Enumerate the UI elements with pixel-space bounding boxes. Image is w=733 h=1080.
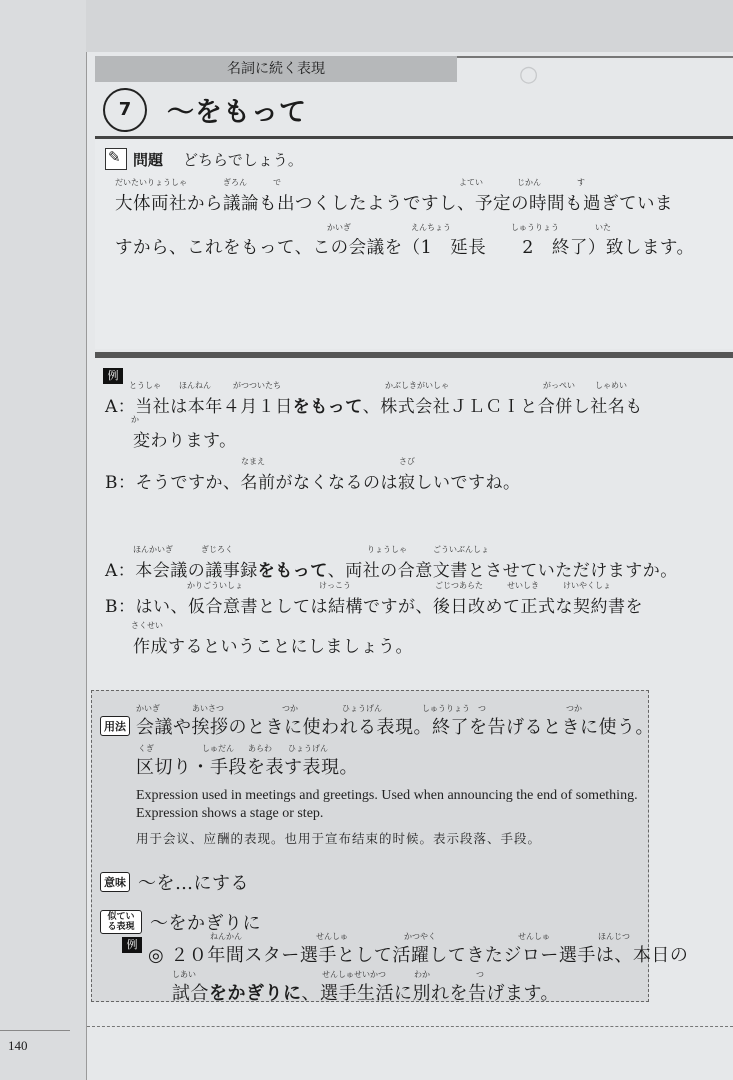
similar-example-line1: ◎ ２０年間スター選手として活躍してきたジロー選手は、本日の — [148, 945, 689, 966]
dialogue-text: A：本会議の議事録 — [105, 561, 258, 581]
bleed-through-text: ○ — [519, 62, 539, 87]
dialogue-b1: B：そうですか、名前がなくなるのは寂しいですね。 — [105, 473, 521, 493]
ruby: けいやくしょ — [563, 581, 611, 590]
similar-text: ～をかぎりに — [150, 913, 261, 934]
pencil-icon — [105, 148, 127, 170]
dialogue-a1-cont: 変わります。 — [133, 431, 237, 451]
ruby: ねんかん — [210, 932, 242, 941]
page-number-rule — [0, 1030, 70, 1031]
left-margin — [0, 0, 86, 1080]
ruby: か — [131, 415, 139, 424]
ruby: ごういぶんしょ — [433, 545, 489, 554]
ruby: かりごういしょ — [187, 581, 243, 590]
example-icon: 例 — [103, 368, 123, 384]
ruby: かいぎ — [327, 223, 351, 232]
ruby: いた — [595, 223, 611, 232]
section-number: 7 — [103, 88, 147, 132]
example-text: 試合 — [172, 983, 209, 1004]
question-prompt: どちらでしょう。 — [183, 150, 303, 169]
ruby: かぶしきがいしゃ — [385, 381, 449, 390]
grammar-highlight: をかぎりに — [209, 983, 302, 1004]
dialogue-text: 、株式会社ＪＬＣＩと合併し社名も — [362, 397, 643, 417]
book-page — [86, 52, 733, 1080]
ruby: さび — [399, 457, 415, 466]
ruby: ひょうげん — [342, 704, 382, 713]
ruby: ぎじろく — [201, 545, 233, 554]
similar-example-line2 — [172, 979, 559, 1005]
ruby: しゃめい — [595, 381, 627, 390]
dialogue-a2 — [105, 556, 678, 581]
dialogue-text: A：当社は本年４月１日 — [105, 397, 293, 417]
ruby: なまえ — [241, 457, 265, 466]
usage-english: Expression used in meetings and greetings. Used when announcing the end of something. Expression shows a stage or step. — [136, 788, 638, 821]
meaning-text: ～を…にする — [138, 873, 249, 894]
question-header — [105, 148, 303, 170]
example-text: 、選手生活に別れを告げます。 — [301, 983, 560, 1004]
category-label: 名詞に続く表現 — [95, 56, 457, 82]
ruby: がっぺい — [543, 381, 575, 390]
ruby: わか — [414, 970, 430, 979]
ruby: じかん — [517, 178, 541, 187]
ruby: ほんねん — [179, 381, 211, 390]
ruby: せんしゅ — [316, 932, 348, 941]
ruby: ほんかいぎ — [133, 545, 173, 554]
ruby: えんちょう — [411, 223, 451, 232]
ruby: ぎろん — [223, 178, 247, 187]
page-number: 140 — [8, 1038, 28, 1053]
ruby: せんしゅせいかつ — [322, 970, 386, 979]
usage-tag-label: 用法 — [100, 716, 130, 736]
usage-chinese: 用于会议、应酬的表现。也用于宣布结束的时候。表示段落、手段。 — [136, 831, 542, 846]
title-row — [95, 84, 733, 136]
ruby: しあい — [172, 970, 196, 979]
ruby: よてい — [459, 178, 483, 187]
question-text-line2: すから、これをもって、この会議を（1 延長 2 終了）致します。 — [115, 238, 695, 258]
ruby: あいさつ — [192, 704, 224, 713]
ruby: しゅだん — [202, 744, 234, 753]
usage-box — [91, 690, 689, 1004]
ruby: だいたいりょうしゃ — [115, 178, 187, 187]
ruby: あらわ — [248, 744, 272, 753]
dialogue-b2: B：はい、仮合意書としては結構ですが、後日改めて正式な契約書を — [105, 597, 643, 617]
ruby: がつついたち — [233, 381, 281, 390]
question-text-line1: 大体両社から議論も出つくしたようですし、予定の時間も過ぎていま — [115, 194, 673, 214]
ruby: さくせい — [131, 621, 163, 630]
ruby: しゅうりょう — [511, 223, 559, 232]
ruby: つ — [478, 704, 486, 713]
ruby: す — [577, 178, 585, 187]
ruby: かいぎ — [136, 704, 160, 713]
ruby: りょうしゃ — [367, 545, 407, 554]
ruby: ひょうげん — [288, 744, 328, 753]
ruby: せいしき — [507, 581, 539, 590]
usage-jp-line2: 区切り・手段を表す表現。 — [136, 757, 358, 778]
meaning-row — [100, 869, 249, 895]
ruby: くぎ — [138, 744, 154, 753]
usage-tag — [100, 715, 130, 736]
grammar-highlight: をもって — [257, 561, 328, 581]
ruby: けっこう — [319, 581, 351, 590]
ruby: で — [273, 178, 281, 187]
dialogue-b2-cont: 作成するということにしましょう。 — [133, 637, 413, 657]
ruby: かつやく — [404, 932, 436, 941]
similar-tag: 似ている表現 — [100, 910, 142, 934]
grammar-highlight: をもって — [292, 397, 363, 417]
ruby: とうしゃ — [129, 381, 161, 390]
ruby: ごじつあらた — [435, 581, 483, 590]
ruby: つ — [476, 970, 484, 979]
similar-example-icon: 例 — [122, 937, 142, 953]
question-label: 問題 — [133, 150, 164, 169]
dialogue-a1 — [105, 392, 643, 417]
usage-jp-line1: 会議や挨拶のときに使われる表現。終了を告げるときに使う。 — [136, 717, 654, 738]
page-title: ～をもって — [167, 97, 307, 128]
ruby: つか — [566, 704, 582, 713]
ruby: ほんじつ — [598, 932, 630, 941]
bottom-dashed-rule — [87, 1026, 733, 1027]
dialogue-text: 、両社の合意文書とさせていただけますか。 — [327, 561, 678, 581]
meaning-tag: 意味 — [100, 872, 130, 892]
ruby: せんしゅ — [518, 932, 550, 941]
ruby: つか — [282, 704, 298, 713]
ruby: しゅうりょう — [422, 704, 470, 713]
section-divider — [95, 352, 733, 358]
